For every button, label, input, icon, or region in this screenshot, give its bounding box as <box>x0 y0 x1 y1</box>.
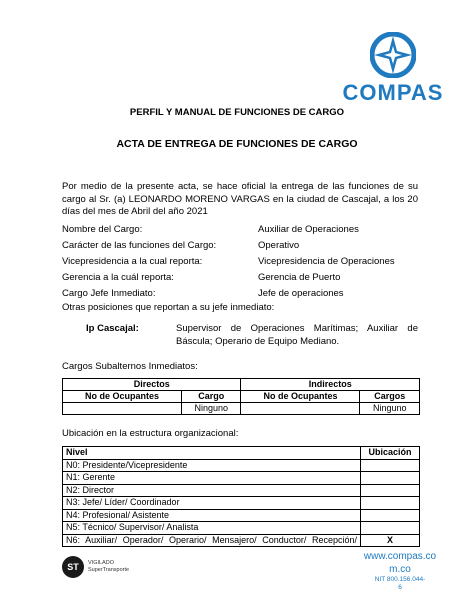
table-cell: Ninguno <box>360 403 420 415</box>
level-cell: N6: Auxiliar/ Operador/ Operario/ Mensajero/ Conductor/ Recepción/ <box>63 534 361 547</box>
level-cell: N0: Presidente/Vicepresidente <box>63 459 361 472</box>
column-header: Cargos <box>360 391 420 403</box>
intro-paragraph: Por medio de la presente acta, se hace oficial la entrega de las funciones de su cargo al Sr. (a) LEONARDO MORENO VARGAS en la ciudad de Cascajal, a los 20 días del mes de Abril del año 2021 <box>62 181 418 217</box>
other-positions-text: Supervisor de Operaciones Marítimas; Auxiliar de Báscula; Operario de Equipo Mediano. <box>176 323 418 347</box>
column-header: Cargo <box>181 391 241 403</box>
location-cell <box>361 509 420 522</box>
field-value: Jefe de operaciones <box>258 288 344 299</box>
supertransporte-logo: ST <box>62 556 84 578</box>
field-value: Operativo <box>258 240 300 251</box>
compas-logo <box>338 32 448 106</box>
group-header-indirect: Indirectos <box>241 379 420 391</box>
table-cell <box>63 403 182 415</box>
field-value: Gerencia de Puerto <box>258 272 341 283</box>
table-cell <box>241 403 360 415</box>
group-header-direct: Directos <box>63 379 241 391</box>
level-cell: N1: Gerente <box>63 472 361 485</box>
subordinates-label: Cargos Subalternos Inmediatos: <box>62 361 198 372</box>
website-link[interactable] <box>360 550 440 576</box>
org-structure-label: Ubicación en la estructura organizacional: <box>62 428 239 439</box>
brand-name: COMPAS <box>342 80 444 105</box>
table-row <box>63 534 420 547</box>
table-row <box>63 459 420 472</box>
site-label: Ip Cascajal: <box>86 323 139 334</box>
supertransporte-badge <box>62 556 129 578</box>
vigilado-text: VIGILADO <box>88 560 114 566</box>
compass-star-icon <box>370 32 416 78</box>
level-cell: N3: Jefe/ Líder/ Coordinador <box>63 497 361 510</box>
subordinates-table <box>62 378 420 415</box>
table-row <box>63 484 420 497</box>
field-label: Gerencia a la cuál reporta: <box>62 272 174 283</box>
column-header: Nivel <box>63 447 361 460</box>
location-cell <box>361 484 420 497</box>
field-label: Nombre del Cargo: <box>62 224 143 235</box>
field-label: Carácter de las funciones del Cargo: <box>62 240 217 251</box>
field-value: Auxiliar de Operaciones <box>258 224 359 235</box>
website-line: m.co <box>389 564 411 575</box>
field-label: Vicepresidencia a la cual reporta: <box>62 256 203 267</box>
column-header: No de Ocupantes <box>241 391 360 403</box>
location-cell <box>361 472 420 485</box>
column-header: No de Ocupantes <box>63 391 182 403</box>
supertransporte-text: SuperTransporte <box>88 567 130 573</box>
table-row <box>63 509 420 522</box>
table-row <box>63 522 420 535</box>
table-row <box>63 472 420 485</box>
level-cell: N5: Técnico/ Supervisor/ Analista <box>63 522 361 535</box>
location-cell <box>361 497 420 510</box>
level-cell: N4: Profesional/ Asistente <box>63 509 361 522</box>
field-label: Cargo Jefe Inmediato: <box>62 288 156 299</box>
website-line: www.compas.co <box>363 551 437 562</box>
document-subtitle: PERFIL Y MANUAL DE FUNCIONES DE CARGO <box>129 107 345 118</box>
location-cell <box>361 522 420 535</box>
field-value: Vicepresidencia de Operaciones <box>258 256 395 267</box>
level-cell: N2: Director <box>63 484 361 497</box>
org-structure-table <box>62 446 420 547</box>
nit-line: 6 <box>398 584 402 591</box>
other-positions-label: Otras posiciones que reportan a su jefe inmediato: <box>62 302 275 313</box>
location-cell <box>361 459 420 472</box>
location-cell: X <box>361 534 420 547</box>
table-cell: Ninguno <box>181 403 241 415</box>
table-row <box>63 497 420 510</box>
nit-text <box>360 576 440 592</box>
nit-line: NIT 800.156.044- <box>374 576 426 583</box>
column-header: Ubicación <box>361 447 420 460</box>
document-title: ACTA DE ENTREGA DE FUNCIONES DE CARGO <box>116 138 358 150</box>
